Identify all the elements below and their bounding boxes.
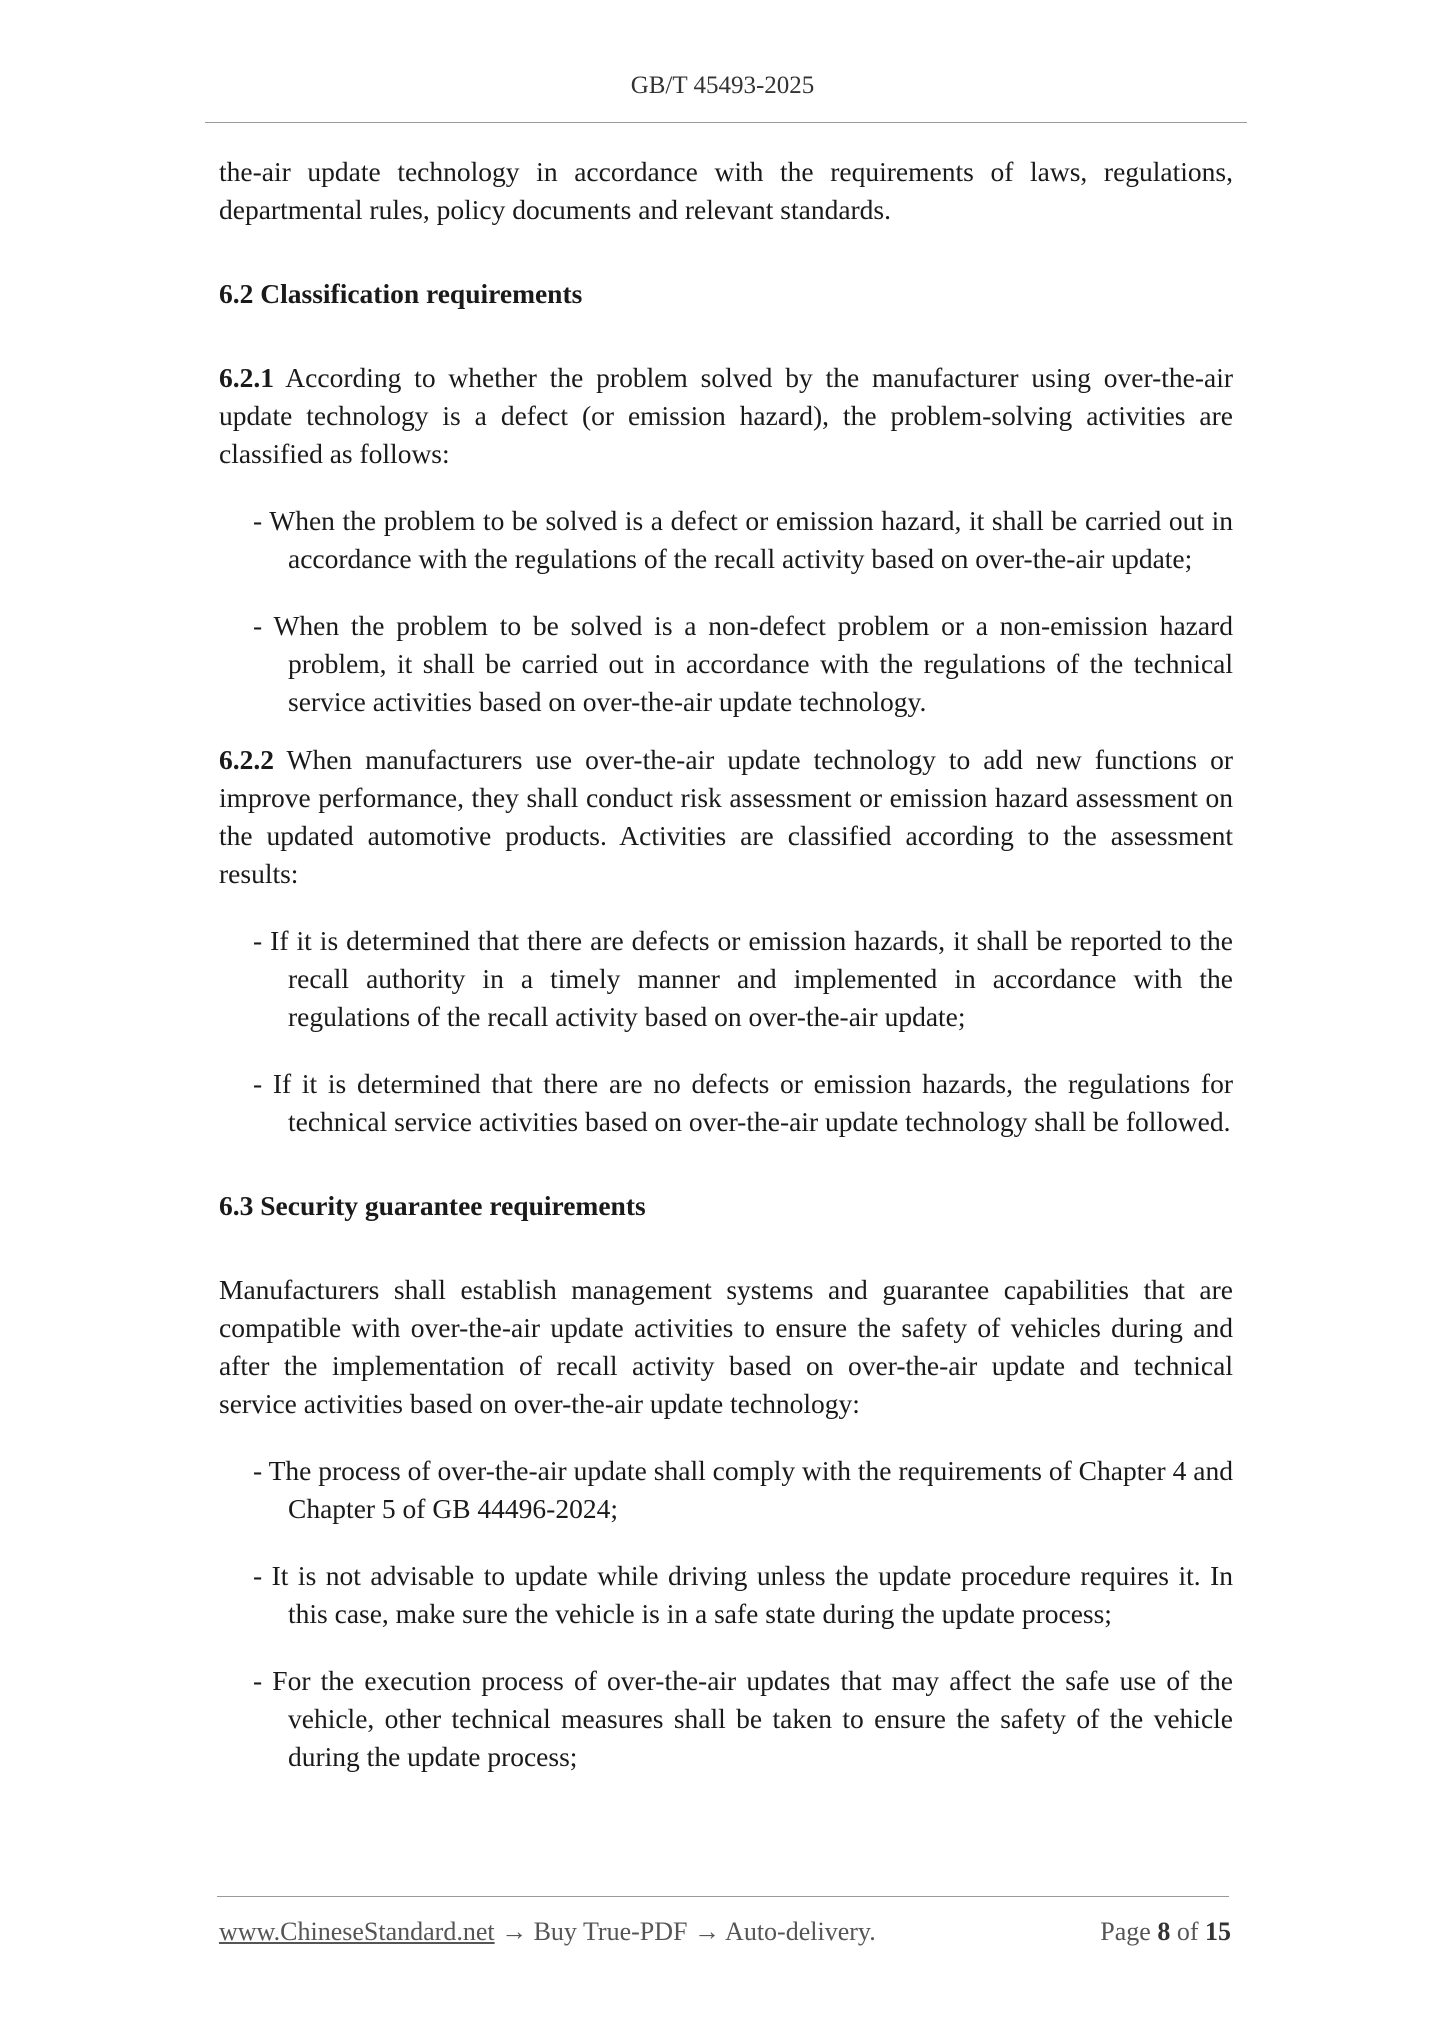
- clause-number: 6.2.1: [219, 362, 274, 393]
- page-current: 8: [1157, 1917, 1171, 1946]
- page-label: Page: [1100, 1917, 1158, 1946]
- list-item: - If it is determined that there are defects or emission hazards, it shall be reported to the recall authority in a timely manner and implemented in accordance with the regulations of the recall activity based on over-the-air update;: [253, 925, 1233, 1032]
- clause-number: 6.2.2: [219, 744, 274, 775]
- clause-6-2-2: [219, 741, 1233, 893]
- website-link[interactable]: www.ChineseStandard.net: [219, 1917, 495, 1946]
- document-header: GB/T 45493-2025: [630, 72, 815, 99]
- page-indicator: [1100, 1917, 1231, 1947]
- list-item: - If it is determined that there are no defects or emission hazards, the regulations for technical service activities based on over-the-air update technology shall be followed.: [253, 1068, 1233, 1137]
- header-divider: [205, 122, 1247, 123]
- section-6-3-heading: 6.3 Security guarantee requirements: [219, 1190, 646, 1221]
- list-item: - It is not advisable to update while driving unless the update procedure requires it. In this case, make sure the vehicle is in a safe state during the update process;: [253, 1560, 1233, 1629]
- page-footer: [219, 1917, 1231, 1947]
- footer-divider: [217, 1896, 1229, 1897]
- list-item: - The process of over-the-air update shall comply with the requirements of Chapter 4 and Chapter 5 of GB 44496-2024;: [253, 1455, 1233, 1524]
- page-total: 15: [1205, 1917, 1231, 1946]
- footer-promo: → Buy True-PDF → Auto-delivery.: [494, 1917, 876, 1946]
- clause-6-2-1: [219, 359, 1233, 473]
- intro-paragraph: the-air update technology in accordance with the requirements of laws, regulations, departmental rules, policy documents and relevant standards.: [219, 156, 1233, 225]
- page-of: of: [1170, 1917, 1205, 1946]
- list-item: - When the problem to be solved is a non-defect problem or a non-emission hazard problem, it shall be carried out in accordance with the regulations of the technical service activities based on over-the-air update technology.: [253, 610, 1233, 717]
- list-item: - For the execution process of over-the-air updates that may affect the safe use of the vehicle, other technical measures shall be taken to ensure the safety of the vehicle during the update process;: [253, 1665, 1233, 1772]
- clause-text: According to whether the problem solved by the manufacturer using over-the-air update technology is a defect (or emission hazard), the problem-solving activities are classified as follows:: [219, 362, 1233, 469]
- page-content: [219, 153, 1233, 1776]
- clause-text: When manufacturers use over-the-air update technology to add new functions or improve performance, they shall conduct risk assessment or emission hazard assessment on the updated automotive products. Activities are classified according to the assessment results:: [219, 744, 1233, 889]
- section-6-2-heading: 6.2 Classification requirements: [219, 278, 583, 309]
- list-item: - When the problem to be solved is a defect or emission hazard, it shall be carried out in accordance with the regulations of the recall activity based on over-the-air update;: [253, 505, 1233, 574]
- section-6-3-paragraph: Manufacturers shall establish management systems and guarantee capabilities that are compatible with over-the-air update activities to ensure the safety of vehicles during and after the implementation of recall activity based on over-the-air update and technical service activities based on over-the-air update technology:: [219, 1274, 1233, 1419]
